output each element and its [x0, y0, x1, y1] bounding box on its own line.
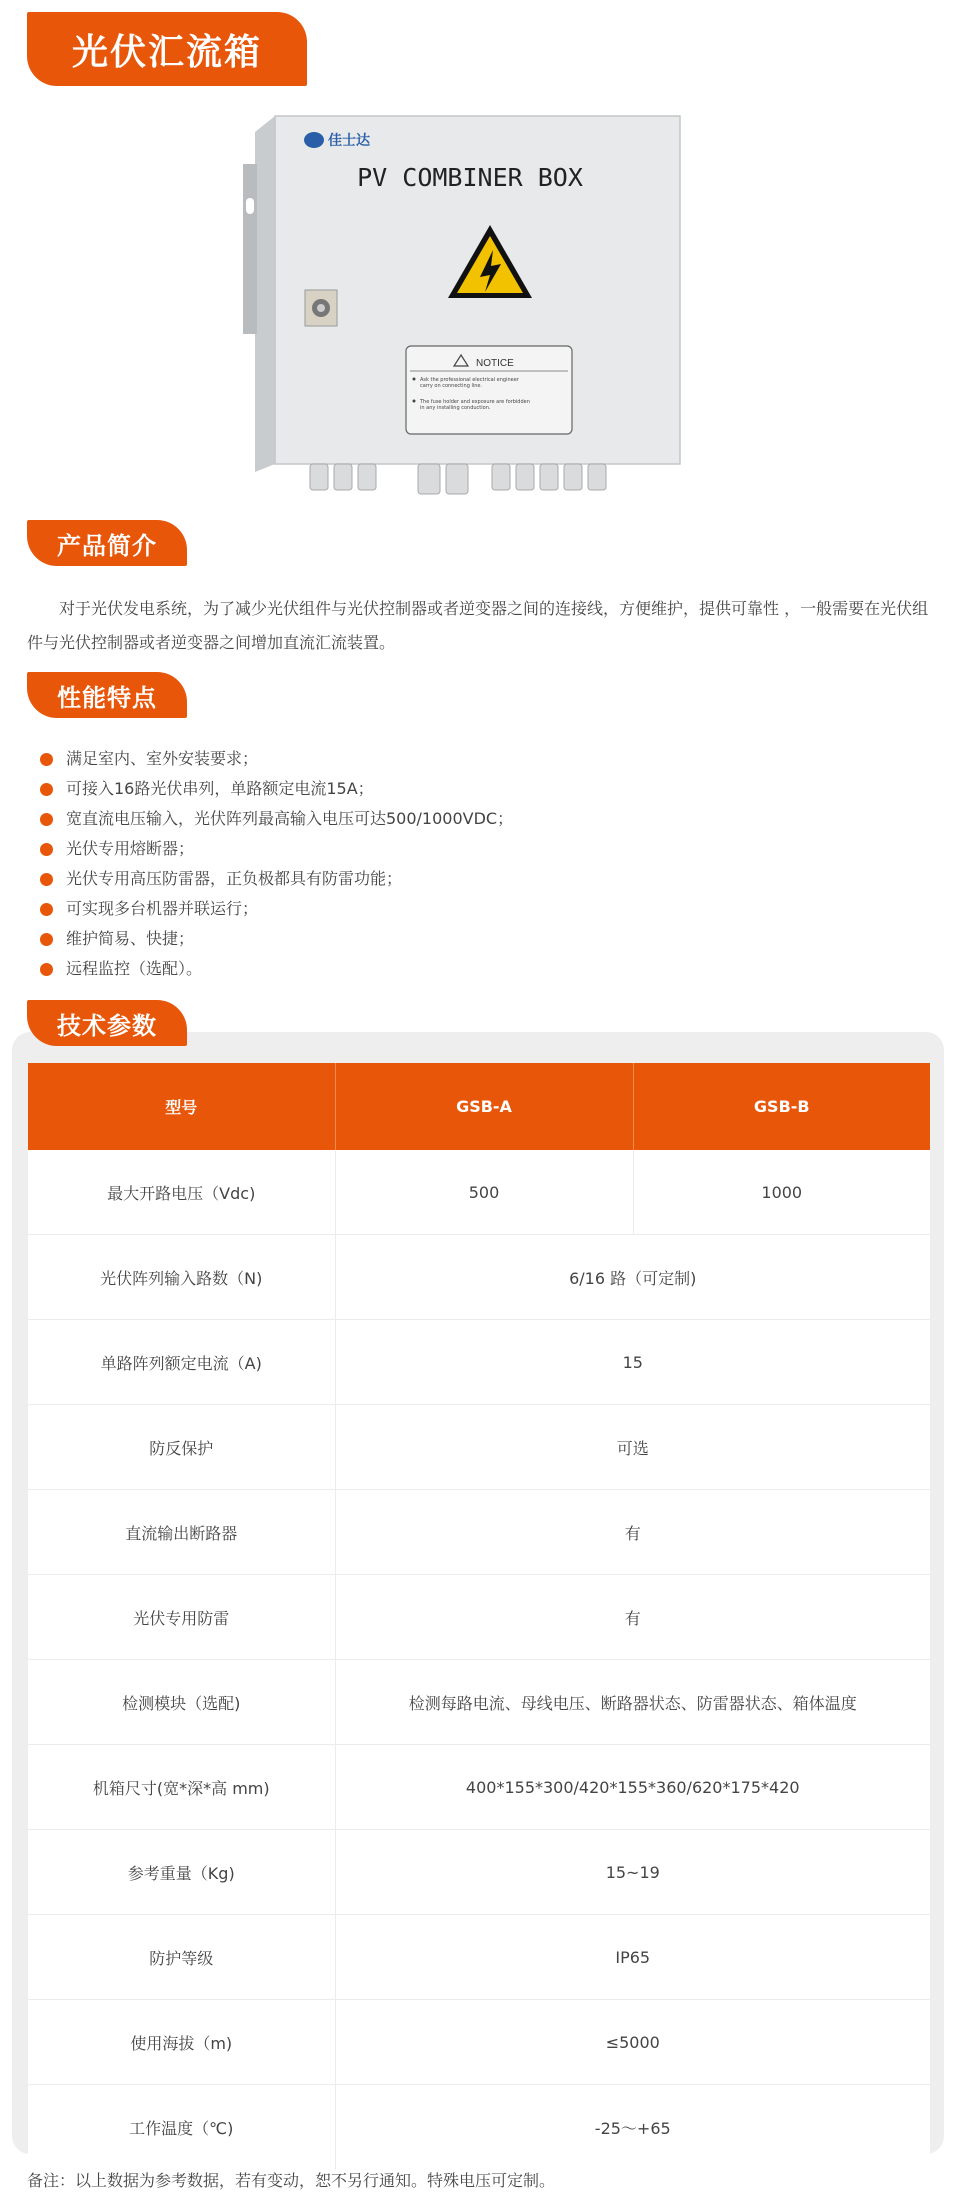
- cell-value: 有: [335, 1575, 930, 1660]
- table-row: [28, 1320, 930, 1405]
- intro-section-title: 产品简介: [27, 520, 187, 566]
- bullet-dot-icon: [40, 903, 53, 916]
- feature-item: 光伏专用熔断器；: [40, 834, 513, 864]
- page-title: 光伏汇流箱: [27, 12, 307, 86]
- row-label: 防反保护: [28, 1405, 335, 1490]
- bullet-dot-icon: [40, 843, 53, 856]
- cable-glands: [310, 464, 606, 494]
- specs-section-title: 技术参数: [27, 1000, 187, 1046]
- table-row: [28, 1490, 930, 1575]
- cell-value: 15: [335, 1320, 930, 1405]
- bullet-dot-icon: [40, 783, 53, 796]
- cell-value-b: 1000: [761, 1182, 803, 1202]
- cell-value: 检测每路电流、母线电压、断路器状态、防雷器状态、箱体温度: [335, 1660, 930, 1745]
- cell-value: ≤5000: [335, 2000, 930, 2085]
- brand-text: 佳士达: [328, 132, 370, 148]
- feature-item: 可实现多台机器并联运行；: [40, 894, 513, 924]
- row-label: 使用海拔（m): [28, 2000, 335, 2085]
- feature-list: [40, 744, 513, 984]
- table-row: [28, 1405, 930, 1490]
- brand-logo-icon: [304, 132, 324, 148]
- cell-value: 15~19: [335, 1830, 930, 1915]
- row-label: 光伏专用防雷: [28, 1575, 335, 1660]
- row-label: 参考重量（Kg): [28, 1830, 335, 1915]
- spec-table: [28, 1063, 930, 2169]
- table-header-row: [28, 1063, 930, 1150]
- feature-item: 维护简易、快捷；: [40, 924, 513, 954]
- row-label: 防护等级: [28, 1915, 335, 2000]
- row-label: 机箱尺寸(宽*深*高 mm): [28, 1745, 335, 1830]
- box-side-panel: [255, 116, 275, 472]
- row-label: 单路阵列额定电流（A): [28, 1320, 335, 1405]
- cell-value: 6/16 路（可定制): [335, 1235, 930, 1320]
- features-section-title: 性能特点: [27, 672, 187, 718]
- row-label: 工作温度（℃): [28, 2085, 335, 2170]
- bracket-hole: [246, 396, 254, 412]
- row-label: 光伏阵列输入路数（N): [28, 1235, 335, 1320]
- cell-value: 可选: [335, 1405, 930, 1490]
- cell-value-a: 500: [335, 1150, 633, 1235]
- table-row: [28, 1745, 930, 1830]
- feature-item: 可接入16路光伏串列，单路额定电流15A；: [40, 774, 513, 804]
- header-gsb-b: GSB-B: [633, 1063, 930, 1150]
- svg-text:carry on connecting line.: carry on connecting line.: [420, 383, 483, 389]
- mounting-bracket: [243, 164, 257, 334]
- svg-text:Ask the professional electrica: Ask the professional electrical engineer: [420, 377, 519, 383]
- table-row: [28, 1915, 930, 2000]
- combiner-box-image: [240, 112, 690, 504]
- cell-value: 400*155*300/420*155*360/620*175*420: [335, 1745, 930, 1830]
- bullet-dot-icon: [40, 963, 53, 976]
- svg-text:The fuse holder and exposure a: The fuse holder and exposure are forbidden: [420, 399, 530, 405]
- table-row: [28, 1830, 930, 1915]
- cell-value: 有: [335, 1490, 930, 1575]
- svg-text:in any installing conduction.: in any installing conduction.: [420, 405, 491, 411]
- table-row: [28, 1235, 930, 1320]
- cell-value: IP65: [335, 1915, 930, 2000]
- bullet-dot-icon: [40, 813, 53, 826]
- bullet-dot-icon: [40, 873, 53, 886]
- row-label: 检测模块（选配): [28, 1660, 335, 1745]
- cell-value: -25～+65: [335, 2085, 930, 2170]
- bullet-dot-icon: [40, 753, 53, 766]
- header-gsb-a: GSB-A: [335, 1063, 633, 1150]
- intro-text: 对于光伏发电系统，为了减少光伏组件与光伏控制器或者逆变器之间的连接线，方便维护，提供可靠性 ，一般需要在光伏组件与光伏控制器或者逆变器之间增加直流汇流装置。: [27, 599, 929, 652]
- header-model: 型号: [28, 1063, 335, 1150]
- table-row: [28, 2000, 930, 2085]
- row-label: 最大开路电压（Vdc): [28, 1150, 335, 1235]
- table-row: [28, 1150, 930, 1235]
- bracket-hole: [246, 198, 254, 214]
- table-row: [28, 1575, 930, 1660]
- footnote: 备注：以上数据为参考数据，若有变动，恕不另行通知。特殊电压可定制。: [27, 2171, 556, 2190]
- table-row: [28, 2085, 930, 2170]
- svg-text:NOTICE: NOTICE: [476, 358, 514, 369]
- table-row: [28, 1660, 930, 1745]
- feature-item: 满足室内、室外安装要求；: [40, 744, 513, 774]
- feature-item: 光伏专用高压防雷器，正负极都具有防雷功能；: [40, 864, 513, 894]
- feature-item: 远程监控（选配）。: [40, 954, 513, 984]
- box-label: PV COMBINER BOX: [357, 163, 583, 192]
- feature-item: 宽直流电压输入，光伏阵列最高输入电压可达500/1000VDC；: [40, 804, 513, 834]
- bullet-dot-icon: [40, 933, 53, 946]
- row-label: 直流输出断路器: [28, 1490, 335, 1575]
